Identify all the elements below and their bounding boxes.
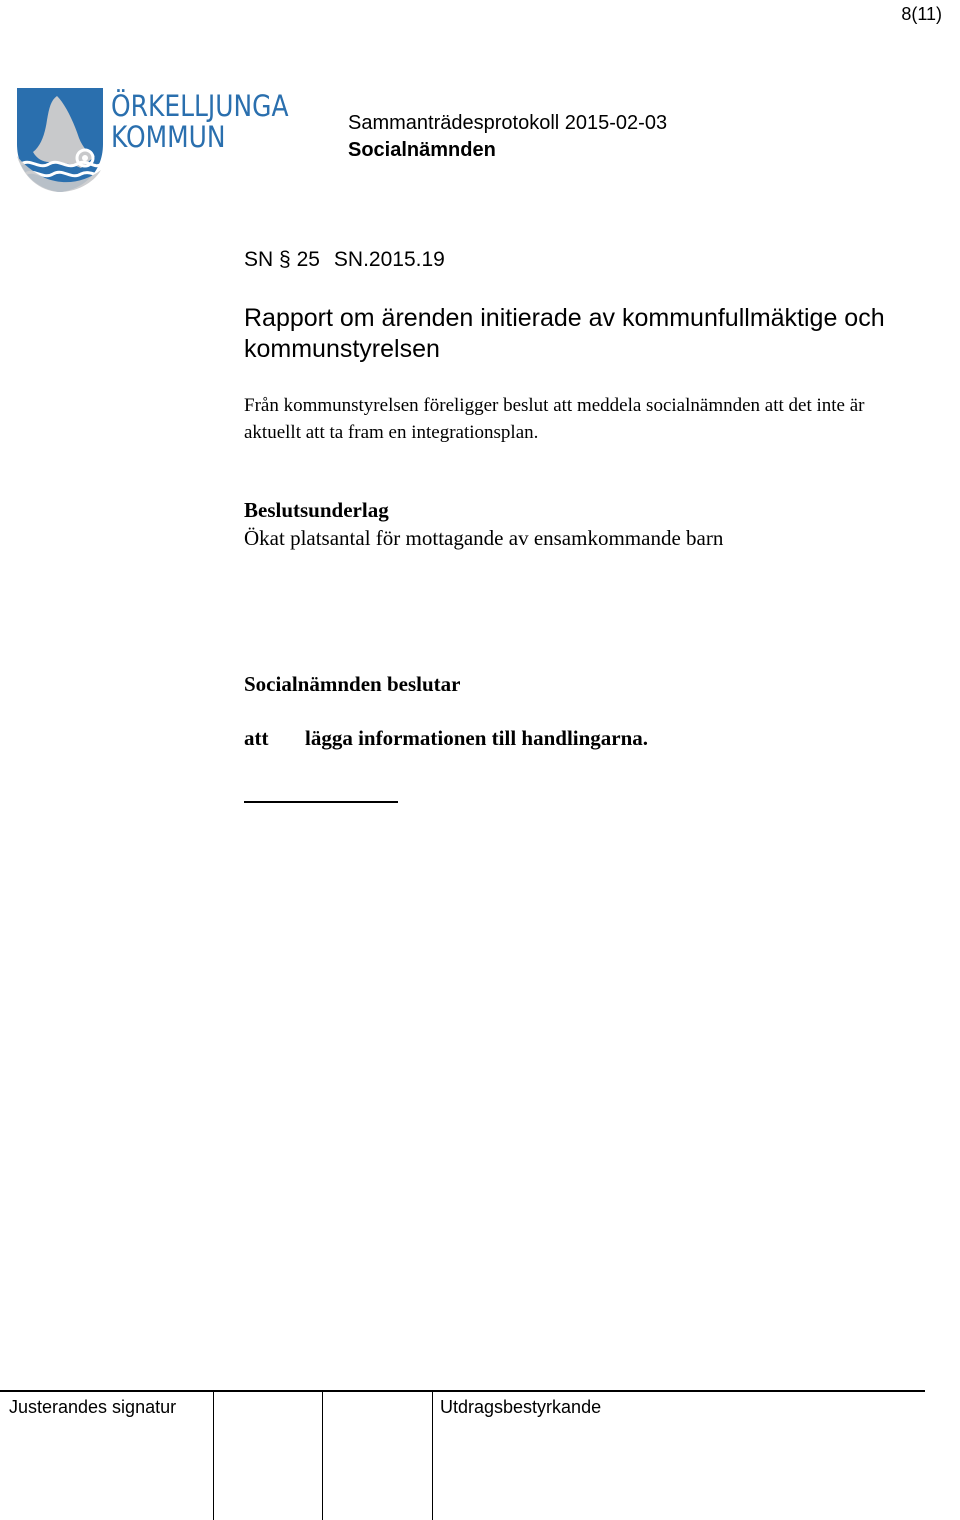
coat-of-arms-icon	[15, 86, 107, 194]
board-name: Socialnämnden	[348, 139, 496, 161]
paragraph-symbol: §	[279, 248, 291, 271]
decision-heading: Socialnämnden beslutar	[244, 672, 461, 696]
intro-paragraph: Från kommunstyrelsen föreligger beslut att meddela socialnämnden att det inte är aktuellt att ta fram en integrationsplan.	[244, 395, 865, 443]
signature-footer	[0, 1390, 960, 1520]
signature-label: Justerandes signatur	[9, 1397, 177, 1417]
section-code: SN § 25	[244, 248, 320, 271]
basis-item: Ökat platsantal för mottagande av ensamkommande barn	[244, 526, 724, 550]
decision-text: lägga informationen till handlingarna.	[305, 726, 649, 750]
logo-text-line1: ÖRKELLJUNGA	[111, 89, 289, 123]
logo-text-line2: KOMMUN	[111, 120, 226, 154]
footer-divider	[213, 1390, 214, 1520]
municipality-logo	[15, 86, 295, 196]
separator-line	[244, 801, 398, 803]
section-number: 25	[296, 248, 320, 271]
footer-divider	[322, 1390, 323, 1520]
case-number: SN.2015.19	[333, 248, 445, 271]
decision-att: att	[244, 726, 269, 750]
item-heading: Rapport om ärenden initierade av kommunfullmäktige och kommunstyrelsen	[244, 304, 885, 363]
basis-heading: Beslutsunderlag	[244, 498, 389, 522]
protocol-title: Sammanträdesprotokoll 2015-02-03	[348, 112, 668, 134]
footer-divider	[432, 1390, 433, 1520]
page-number: 8(11)	[901, 4, 942, 24]
extract-certification-label: Utdragsbestyrkande	[440, 1397, 602, 1417]
footer-top-border	[0, 1390, 925, 1392]
case-reference	[244, 248, 445, 272]
